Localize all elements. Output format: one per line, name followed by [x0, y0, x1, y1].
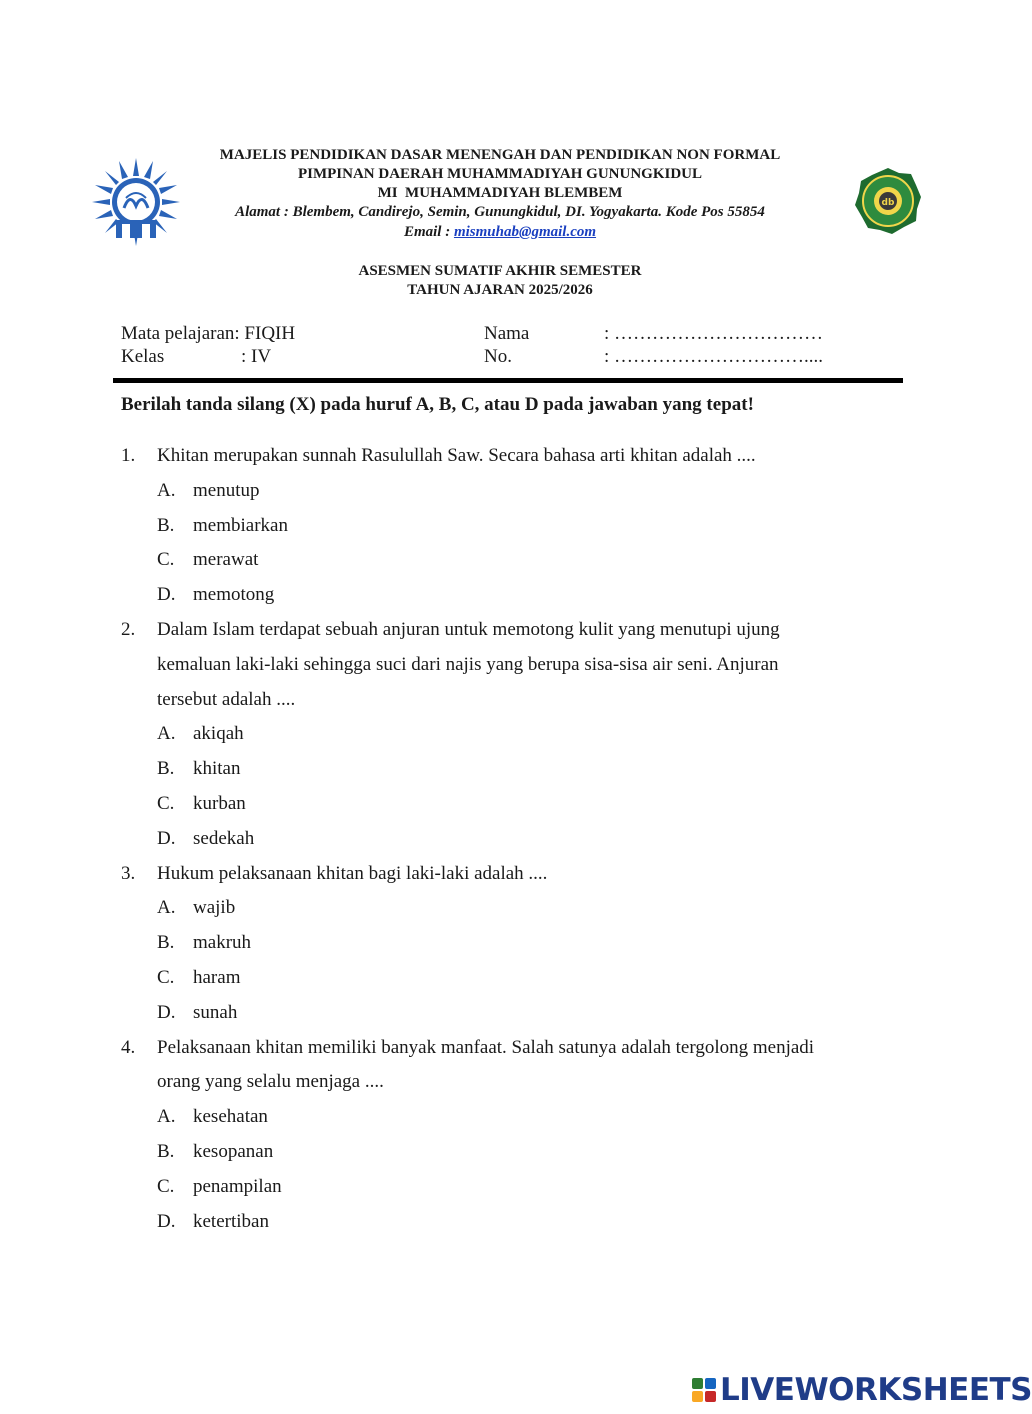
question-list — [121, 439, 881, 1239]
option-text: kesehatan — [193, 1106, 268, 1128]
option-letter: C. — [157, 792, 175, 814]
liveworksheets-logo-icon — [692, 1378, 716, 1402]
class-label: Kelas — [121, 346, 165, 367]
option-text: sedekah — [193, 827, 255, 849]
option-d[interactable] — [121, 1205, 881, 1240]
question-text: Dalam Islam terdapat sebuah anjuran untuk memotong kulit yang menutupi ujung — [157, 618, 780, 640]
option-letter: B. — [157, 514, 175, 536]
option-letter: B. — [157, 1140, 175, 1162]
option-text: khitan — [193, 758, 241, 780]
option-c[interactable] — [121, 1170, 881, 1205]
option-letter: C. — [157, 549, 175, 571]
option-d[interactable] — [121, 578, 881, 613]
question-text: kemaluan laki-laki sehingga suci dari najis yang berupa sisa-sisa air seni. Anjuran — [157, 653, 779, 675]
email-link[interactable]: mismuhab@gmail.com — [453, 224, 597, 240]
option-letter: A. — [157, 723, 176, 745]
question-text: Khitan merupakan sunnah Rasulullah Saw. Secara bahasa arti khitan adalah .... — [157, 445, 756, 466]
option-text: kurban — [193, 792, 246, 814]
option-b[interactable] — [121, 926, 881, 961]
question-number: 1. — [121, 445, 136, 466]
instruction: Berilah tanda silang (X) pada huruf A, B, C, atau D pada jawaban yang tepat! — [121, 394, 754, 415]
option-letter: D. — [157, 827, 176, 849]
option-d[interactable] — [121, 996, 881, 1031]
option-text: ketertiban — [193, 1210, 269, 1232]
option-letter: A. — [157, 1106, 176, 1128]
name-blank[interactable]: : …………………………… — [604, 323, 824, 344]
option-a[interactable] — [121, 474, 881, 509]
header-email-line — [180, 223, 820, 242]
left-logo — [92, 158, 180, 251]
option-text: merawat — [193, 549, 259, 571]
option-a[interactable] — [121, 1100, 881, 1135]
question-4 — [121, 1031, 881, 1240]
question-number: 4. — [121, 1036, 136, 1058]
option-c[interactable] — [121, 787, 881, 822]
right-logo — [854, 167, 922, 240]
no-label: No. — [484, 346, 512, 367]
option-text: menutup — [193, 479, 260, 501]
option-c[interactable] — [121, 961, 881, 996]
option-letter: B. — [157, 932, 175, 954]
class-value: : IV — [241, 346, 272, 367]
question-text: Hukum pelaksanaan khitan bagi laki-laki adalah .... — [157, 862, 548, 884]
question-text: Pelaksanaan khitan memiliki banyak manfaat. Salah satunya adalah tergolong menjadi — [157, 1036, 815, 1058]
question-text: orang yang selalu menjaga .... — [157, 1071, 384, 1093]
option-letter: A. — [157, 479, 176, 501]
header-address: Alamat : Blembem, Candirejo, Semin, Gunungkidul, DI. Yogyakarta. Kode Pos 55854 — [235, 204, 765, 220]
option-b[interactable] — [121, 1135, 881, 1170]
option-b[interactable] — [121, 752, 881, 787]
option-letter: B. — [157, 758, 175, 780]
logo-square — [705, 1378, 716, 1389]
no-blank[interactable]: : ………………………….... — [604, 346, 824, 367]
logo-square — [705, 1391, 716, 1402]
option-letter: C. — [157, 966, 175, 988]
header-line-1: MAJELIS PENDIDIKAN DASAR MENENGAH DAN PENDIDIKAN NON FORMAL — [219, 147, 781, 163]
option-text: wajib — [193, 897, 236, 919]
option-text: haram — [193, 966, 241, 988]
option-c[interactable] — [121, 543, 881, 578]
question-3 — [121, 857, 881, 1031]
subject-label: Mata pelajaran: FIQIH — [121, 323, 296, 344]
svg-text:db: db — [881, 198, 895, 208]
option-text: sunah — [193, 1001, 238, 1023]
option-text: kesopanan — [193, 1140, 274, 1162]
question-1 — [121, 439, 881, 613]
school-emblem-logo-icon — [854, 167, 922, 235]
option-text: makruh — [193, 932, 252, 954]
logo-square — [692, 1391, 703, 1402]
option-d[interactable] — [121, 822, 881, 857]
question-text: tersebut adalah .... — [157, 688, 296, 710]
exam-year: TAHUN AJARAN 2025/2026 — [407, 282, 593, 298]
option-letter: D. — [157, 1210, 176, 1232]
option-text: memotong — [193, 584, 275, 606]
option-a[interactable] — [121, 891, 881, 926]
question-number: 2. — [121, 618, 136, 640]
option-text: penampilan — [193, 1175, 282, 1197]
option-letter: D. — [157, 1001, 176, 1023]
option-a[interactable] — [121, 717, 881, 752]
header-line-2: PIMPINAN DAERAH MUHAMMADIYAH GUNUNGKIDUL — [297, 166, 702, 182]
watermark-text: LIVEWORKSHEETS — [720, 1372, 1032, 1408]
header-line-3: MI MUHAMMADIYAH BLEMBEM — [377, 185, 623, 201]
muhammadiyah-sun-logo-icon — [92, 158, 180, 246]
question-number: 3. — [121, 862, 136, 884]
name-label: Nama — [484, 323, 530, 344]
option-text: akiqah — [193, 723, 244, 745]
option-letter: C. — [157, 1175, 175, 1197]
option-letter: A. — [157, 897, 176, 919]
liveworksheets-watermark — [692, 1372, 1032, 1408]
option-letter: D. — [157, 584, 176, 606]
email-label: Email : — [403, 224, 454, 240]
option-text: membiarkan — [193, 514, 288, 536]
question-2 — [121, 613, 881, 857]
logo-square — [692, 1378, 703, 1389]
exam-title: ASESMEN SUMATIF AKHIR SEMESTER — [358, 263, 642, 279]
option-b[interactable] — [121, 509, 881, 544]
header-divider — [113, 378, 903, 383]
